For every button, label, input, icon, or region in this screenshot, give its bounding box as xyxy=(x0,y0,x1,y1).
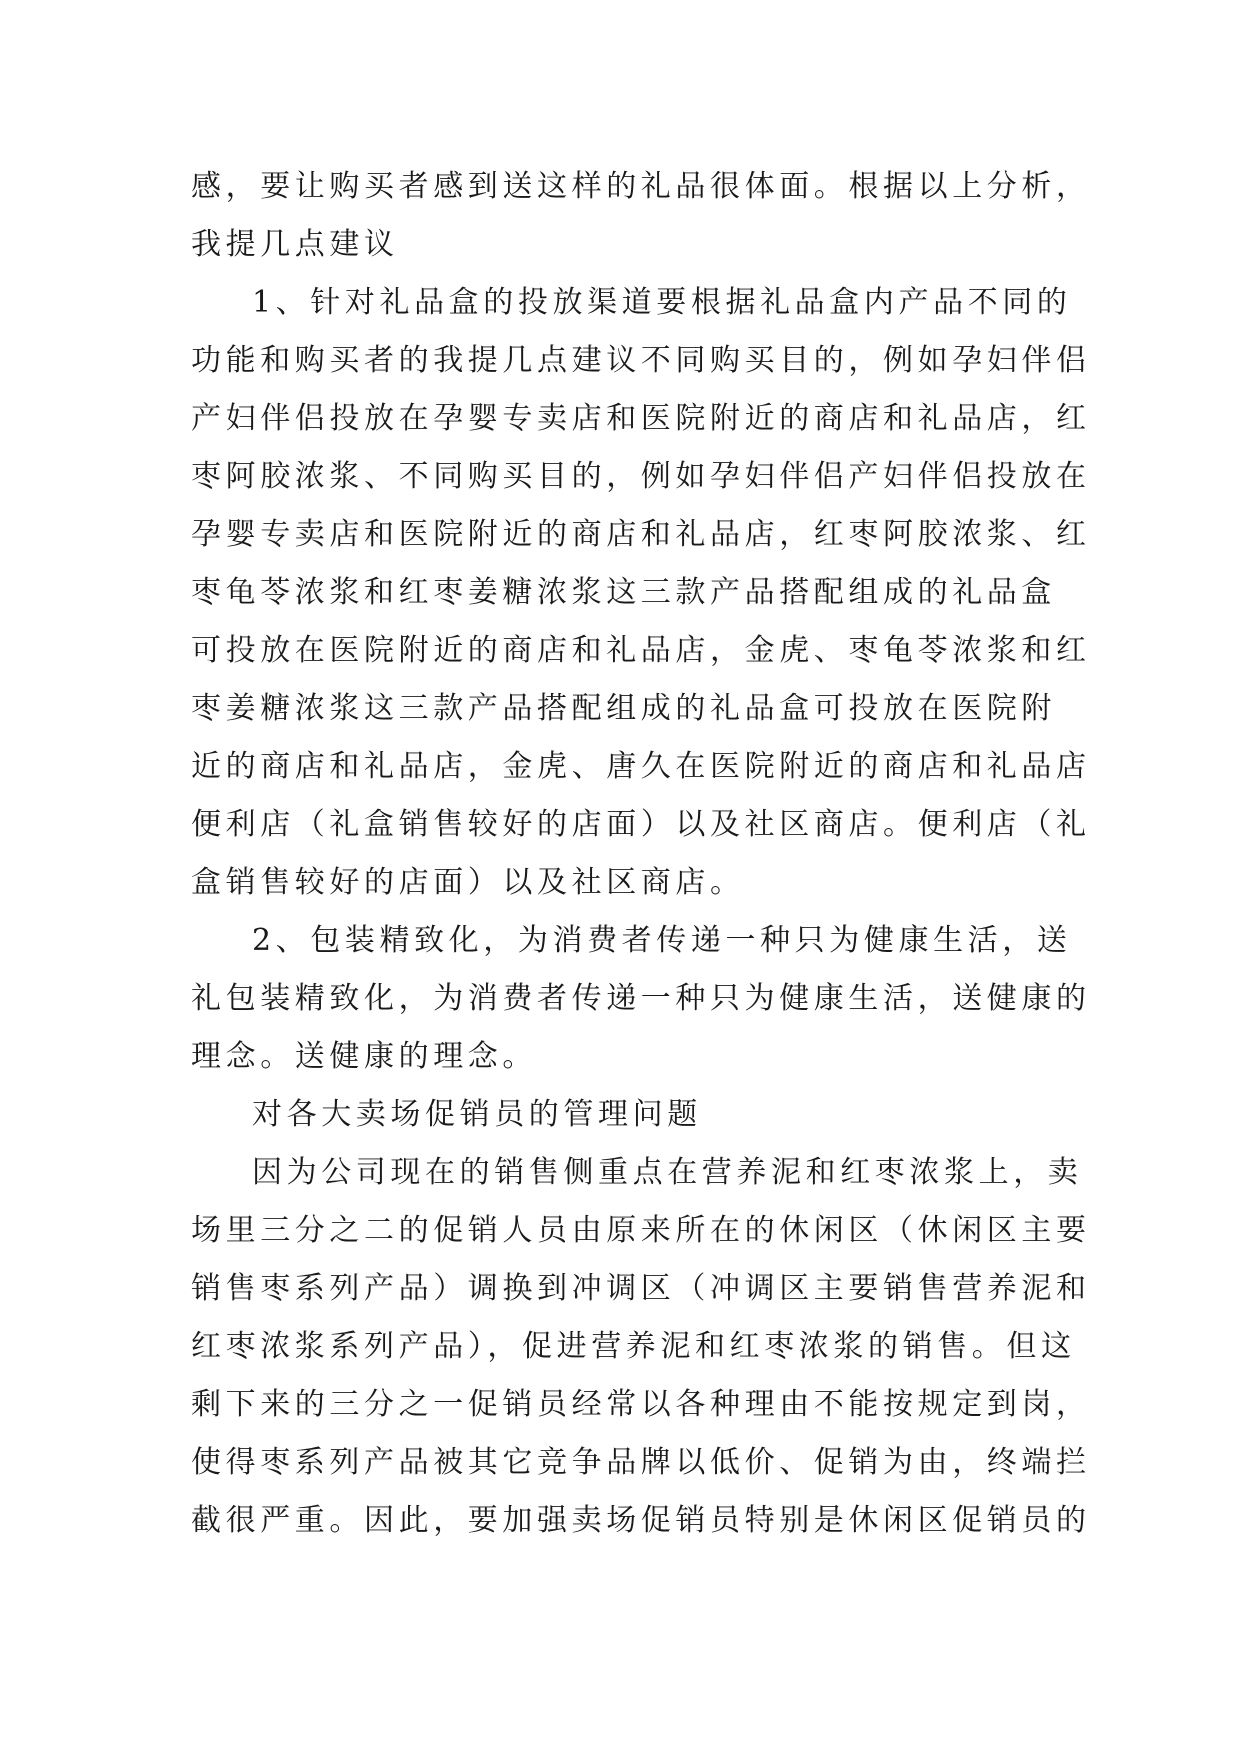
text-line: 礼包装精致化，为消费者传递一种只为健康生活，送健康的 xyxy=(191,981,1091,1016)
text-line: 产妇伴侣投放在孕婴专卖店和医院附近的商店和礼品店，红 xyxy=(191,401,1091,436)
text-line: 销售枣系列产品）调换到冲调区（冲调区主要销售营养泥和 xyxy=(191,1271,1091,1306)
section-heading: 对各大卖场促销员的管理问题 xyxy=(252,1097,702,1132)
text-line: 盒销售较好的店面）以及社区商店。 xyxy=(191,865,745,900)
text-line: 理念。送健康的理念。 xyxy=(191,1039,537,1074)
text-line: 可投放在医院附近的商店和礼品店，金虎、枣龟苓浓浆和红 xyxy=(191,633,1091,668)
text-line: 红枣浓浆系列产品），促进营养泥和红枣浓浆的销售。但这 xyxy=(191,1329,1076,1364)
text-line: 近的商店和礼品店，金虎、唐久在医院附近的商店和礼品店 xyxy=(191,749,1091,784)
text-line: 截很严重。因此，要加强卖场促销员特别是休闲区促销员的 xyxy=(191,1503,1091,1538)
paragraph-start: 1、针对礼品盒的投放渠道要根据礼品盒内产品不同的 xyxy=(252,285,1072,320)
text-line: 功能和购买者的我提几点建议不同购买目的，例如孕妇伴侣 xyxy=(191,343,1091,378)
text-line: 我提几点建议 xyxy=(191,227,399,262)
text-line: 枣龟苓浓浆和红枣姜糖浓浆这三款产品搭配组成的礼品盒 xyxy=(191,575,1056,610)
text-line: 场里三分之二的促销人员由原来所在的休闲区（休闲区主要 xyxy=(191,1213,1091,1248)
text-line: 使得枣系列产品被其它竞争品牌以低价、促销为由，终端拦 xyxy=(191,1445,1091,1480)
text-line: 枣姜糖浓浆这三款产品搭配组成的礼品盒可投放在医院附 xyxy=(191,691,1056,726)
text-line: 感，要让购买者感到送这样的礼品很体面。根据以上分析， xyxy=(191,169,1091,204)
text-line: 枣阿胶浓浆、不同购买目的，例如孕妇伴侣产妇伴侣投放在 xyxy=(191,459,1091,494)
text-line: 孕婴专卖店和医院附近的商店和礼品店，红枣阿胶浓浆、红 xyxy=(191,517,1091,552)
paragraph-start: 因为公司现在的销售侧重点在营养泥和红枣浓浆上，卖 xyxy=(252,1155,1083,1190)
paragraph-start: 2、包装精致化，为消费者传递一种只为健康生活，送 xyxy=(252,923,1072,958)
text-line: 剩下来的三分之一促销员经常以各种理由不能按规定到岗， xyxy=(191,1387,1091,1422)
text-line: 便利店（礼盒销售较好的店面）以及社区商店。便利店（礼 xyxy=(191,807,1091,842)
